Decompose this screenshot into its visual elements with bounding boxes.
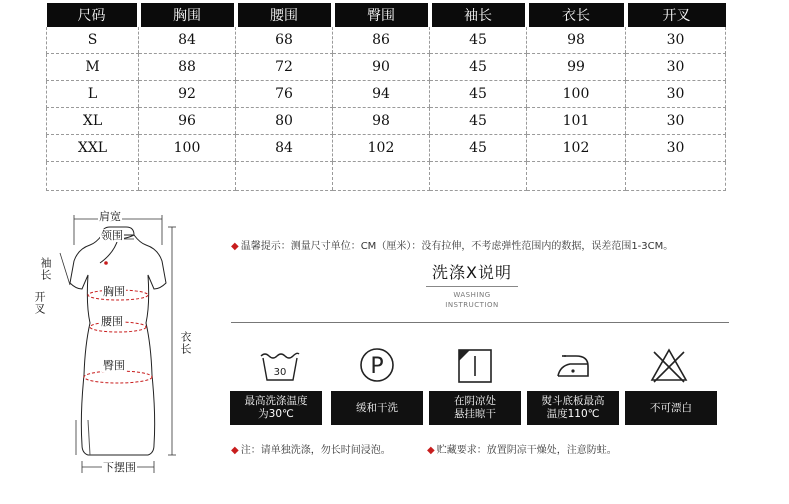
label-slit: 开叉 bbox=[33, 291, 46, 315]
cell-waist: 80 bbox=[236, 108, 333, 135]
cell-length: 100 bbox=[527, 81, 626, 108]
table-row bbox=[47, 108, 726, 135]
cell-slit: 30 bbox=[626, 108, 726, 135]
cell-chest: 84 bbox=[139, 27, 236, 54]
label-waist: 腰围 bbox=[101, 315, 123, 328]
cell-length: 98 bbox=[527, 27, 626, 54]
size-table bbox=[46, 3, 726, 191]
wash-basin-30-icon bbox=[257, 344, 303, 386]
cell-length: 99 bbox=[527, 54, 626, 81]
measurement-figure bbox=[30, 205, 200, 500]
care-label-iron: 熨斗底板最高 温度110℃ bbox=[527, 391, 619, 425]
label-hem: 下摆围 bbox=[103, 461, 136, 474]
cell-hip: 102 bbox=[333, 135, 430, 162]
cell-slit: 30 bbox=[626, 27, 726, 54]
wash-title: 洗涤X说明 bbox=[432, 263, 512, 282]
cell-hip: 86 bbox=[333, 27, 430, 54]
cell-waist: 76 bbox=[236, 81, 333, 108]
label-collar: 领围 bbox=[101, 229, 123, 242]
label-hip: 臀围 bbox=[103, 359, 125, 372]
svg-text:30: 30 bbox=[273, 367, 287, 378]
professional-clean-p-icon bbox=[354, 344, 400, 386]
cell-size: XXL bbox=[47, 135, 139, 162]
note-storage: ◆ 贮藏要求：放置阴凉干燥处，注意防蛀。 bbox=[427, 445, 617, 456]
wash-subtitle: WASHING INSTRUCTION bbox=[445, 291, 499, 309]
svg-text:P: P bbox=[370, 354, 384, 379]
header-size: 尺码 bbox=[47, 3, 139, 27]
cell-sleeve: 45 bbox=[430, 54, 527, 81]
header-sleeve: 袖长 bbox=[430, 3, 527, 27]
cell-size: XL bbox=[47, 108, 139, 135]
iron-icon bbox=[550, 344, 596, 386]
cell-sleeve: 45 bbox=[430, 27, 527, 54]
dress-outline-icon bbox=[30, 205, 200, 500]
table-row-empty bbox=[47, 162, 726, 191]
cell-sleeve: 45 bbox=[430, 81, 527, 108]
care-label-dry-clean: 缓和干洗 bbox=[331, 391, 423, 425]
label-shoulder: 肩宽 bbox=[99, 210, 121, 223]
wash-title-rule bbox=[426, 286, 518, 287]
header-slit: 开叉 bbox=[626, 3, 726, 27]
cell-chest: 92 bbox=[139, 81, 236, 108]
cell-waist: 84 bbox=[236, 135, 333, 162]
header-chest: 胸围 bbox=[139, 3, 236, 27]
table-row bbox=[47, 135, 726, 162]
header-hip: 臀围 bbox=[333, 3, 430, 27]
cell-hip: 90 bbox=[333, 54, 430, 81]
cell-sleeve: 45 bbox=[430, 135, 527, 162]
cell-sleeve: 45 bbox=[430, 108, 527, 135]
cell-chest: 100 bbox=[139, 135, 236, 162]
divider bbox=[231, 322, 729, 323]
note-wash: ◆ 注：请单独洗涤，勿长时间浸泡。 bbox=[231, 445, 391, 456]
table-row bbox=[47, 81, 726, 108]
cell-slit: 30 bbox=[626, 81, 726, 108]
cell-chest: 88 bbox=[139, 54, 236, 81]
cell-size: M bbox=[47, 54, 139, 81]
cell-size: S bbox=[47, 27, 139, 54]
tip-text: ◆ 温馨提示：测量尺寸单位：CM（厘米）：没有拉伸，不考虑弹性范围内的数据，误差范围1-3CM。 bbox=[231, 241, 674, 252]
cell-length: 102 bbox=[527, 135, 626, 162]
cell-hip: 98 bbox=[333, 108, 430, 135]
header-waist: 腰围 bbox=[236, 3, 333, 27]
cell-size: L bbox=[47, 81, 139, 108]
care-label-line-dry: 在阴凉处 悬挂晾干 bbox=[429, 391, 521, 425]
no-bleach-icon bbox=[646, 344, 692, 386]
cell-chest: 96 bbox=[139, 108, 236, 135]
cell-hip: 94 bbox=[333, 81, 430, 108]
cell-waist: 68 bbox=[236, 27, 333, 54]
diamond-icon: ◆ bbox=[427, 445, 435, 456]
cell-slit: 30 bbox=[626, 54, 726, 81]
cell-waist: 72 bbox=[236, 54, 333, 81]
cell-length: 101 bbox=[527, 108, 626, 135]
table-row bbox=[47, 27, 726, 54]
diamond-icon: ◆ bbox=[231, 445, 239, 456]
label-length: 衣长 bbox=[179, 331, 192, 355]
line-dry-shade-icon bbox=[452, 344, 498, 386]
table-header-row bbox=[47, 3, 726, 27]
care-label-wash-temp: 最高洗涤温度 为30℃ bbox=[230, 391, 322, 425]
table-row bbox=[47, 54, 726, 81]
label-chest: 胸围 bbox=[103, 285, 125, 298]
care-label-no-bleach: 不可漂白 bbox=[625, 391, 717, 425]
header-length: 衣长 bbox=[527, 3, 626, 27]
label-sleeve: 袖长 bbox=[39, 257, 52, 281]
diamond-icon: ◆ bbox=[231, 241, 239, 252]
cell-slit: 30 bbox=[626, 135, 726, 162]
